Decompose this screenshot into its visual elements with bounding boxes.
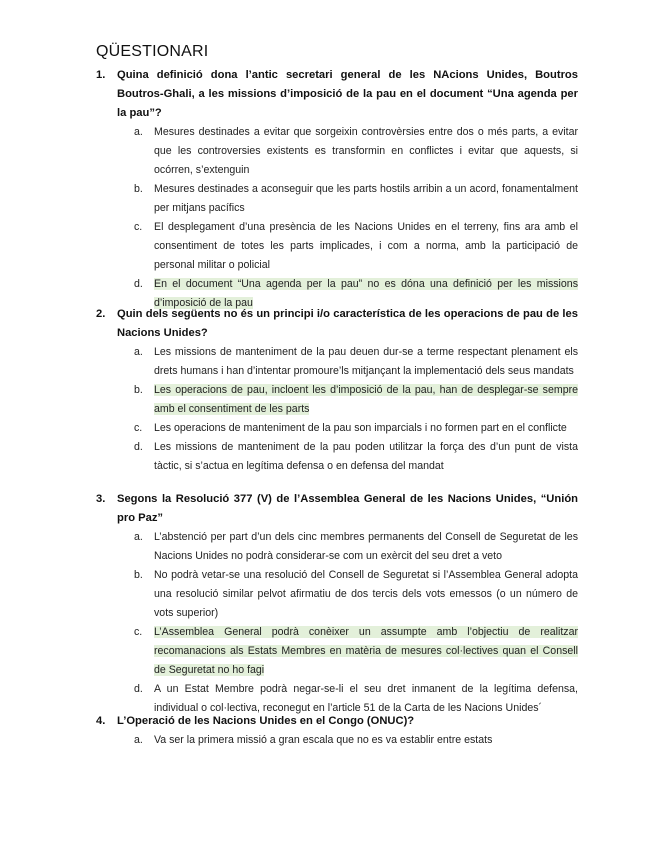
answer-option-a bbox=[134, 343, 578, 381]
option-letter: a. bbox=[134, 531, 143, 543]
option-text: Les missions de manteniment de la pau poden utilitzar la força des d’un punt de vista tàctic, si s’actua en legítima defensa o en defensa del mandat bbox=[154, 441, 578, 472]
question-text: Segons la Resolució 377 (V) de l’Assemblea General de les Nacions Unides, “Unión pro Paz” bbox=[117, 493, 578, 524]
question-3 bbox=[96, 490, 578, 718]
option-letter: d. bbox=[134, 441, 143, 453]
option-text: No podrà vetar-se una resolució del Consell de Seguretat si l’Assemblea General adopta una resolució similar pelvot afirmatiu de dos tercis dels vots emessos (o un número de vots superior) bbox=[154, 569, 578, 619]
question-1 bbox=[96, 66, 578, 313]
highlighted-answer bbox=[154, 381, 578, 419]
option-text: Les missions de manteniment de la pau deuen dur-se a terme respectant plenament els drets humans i han d’intentar promoure’ls mitjançant la implementació dels seus mandats bbox=[154, 346, 578, 377]
question-heading bbox=[96, 66, 578, 123]
option-text: El desplegament d’una presència de les Nacions Unides en el terreny, fins ara amb el consentiment de totes les parts implicades, i com a norma, amb la participació de personal militar o policial bbox=[154, 221, 578, 271]
answer-option-b bbox=[134, 566, 578, 623]
answer-option-b-correct bbox=[134, 381, 578, 419]
correct-answer-highlight: En el document “Una agenda per la pau” no es dóna una definició per les missions d’imposició de la pau bbox=[154, 278, 578, 309]
question-2 bbox=[96, 305, 578, 476]
answer-options bbox=[134, 343, 578, 476]
option-letter: a. bbox=[134, 126, 143, 138]
answer-option-a bbox=[134, 123, 578, 180]
answer-option-a bbox=[134, 731, 578, 750]
option-letter: d. bbox=[134, 278, 143, 290]
option-letter: c. bbox=[134, 422, 143, 434]
answer-option-c-correct bbox=[134, 623, 578, 680]
option-text: Les operacions de manteniment de la pau son imparcials i no formen part en el conflicte bbox=[154, 422, 567, 434]
option-letter: b. bbox=[134, 384, 143, 396]
answer-option-b bbox=[134, 180, 578, 218]
question-text: L’Operació de les Nacions Unides en el Congo (ONUC)? bbox=[117, 715, 415, 727]
page-title: QÜESTIONARI bbox=[96, 43, 209, 60]
answer-option-a bbox=[134, 528, 578, 566]
option-text: Mesures destinades a evitar que sorgeixin controvèrsies entre dos o més parts, a evitar que les controversies existents es transformin en conflictes i evitar que aquests, si ocórren, s’extenguin bbox=[154, 126, 578, 176]
answer-option-c bbox=[134, 218, 578, 275]
highlighted-answer bbox=[154, 623, 578, 680]
question-number: 4. bbox=[96, 715, 106, 727]
answer-options bbox=[134, 528, 578, 718]
option-text: Mesures destinades a aconseguir que les parts hostils arribin a un acord, fonamentalment per mitjans pacífics bbox=[154, 183, 578, 214]
correct-answer-highlight: Les operacions de pau, incloent les d’imposició de la pau, han de desplegar-se sempre amb el consentiment de les parts bbox=[154, 384, 578, 415]
question-4 bbox=[96, 712, 578, 750]
option-text: A un Estat Membre podrà negar-se-li el seu dret inmanent de la legítima defensa, individual o col·lectiva, reconegut en l’article 51 de la Carta de les Nacions Unides´ bbox=[154, 683, 578, 714]
question-number: 2. bbox=[96, 308, 106, 320]
option-letter: b. bbox=[134, 569, 143, 581]
option-letter: a. bbox=[134, 346, 143, 358]
option-letter: b. bbox=[134, 183, 143, 195]
option-text: Va ser la primera missió a gran escala que no es va establir entre estats bbox=[154, 734, 493, 746]
option-letter: c. bbox=[134, 221, 143, 233]
correct-answer-highlight: L’Assemblea General podrà conèixer un assumpte amb l’objectiu de realitzar recomanacions als Estats Membres en matèria de mesures col·lectives quan el Consell de Seguretat no ho fagi bbox=[154, 626, 578, 676]
question-heading bbox=[96, 712, 578, 731]
answer-options bbox=[134, 731, 578, 750]
option-letter: c. bbox=[134, 626, 143, 638]
question-number: 3. bbox=[96, 493, 106, 505]
question-number: 1. bbox=[96, 69, 106, 81]
question-text: Quin dels següents no és un principi i/o característica de les operacions de pau de les Nacions Unides? bbox=[117, 308, 578, 339]
question-heading bbox=[96, 490, 578, 528]
question-text: Quina definició dona l’antic secretari general de les NAcions Unides, Boutros Boutros-Ghali, a les missions d’imposició de la pau en el document “Una agenda per la pau”? bbox=[117, 69, 578, 119]
question-heading bbox=[96, 305, 578, 343]
option-letter: a. bbox=[134, 734, 143, 746]
answer-options bbox=[134, 123, 578, 313]
option-letter: d. bbox=[134, 683, 143, 695]
answer-option-d bbox=[134, 438, 578, 476]
option-text: L’abstenció per part d’un dels cinc membres permanents del Consell de Seguretat de les Nacions Unides no podrà considerar-se com un exèrcit del seu dret a veto bbox=[154, 531, 578, 562]
answer-option-c bbox=[134, 419, 578, 438]
